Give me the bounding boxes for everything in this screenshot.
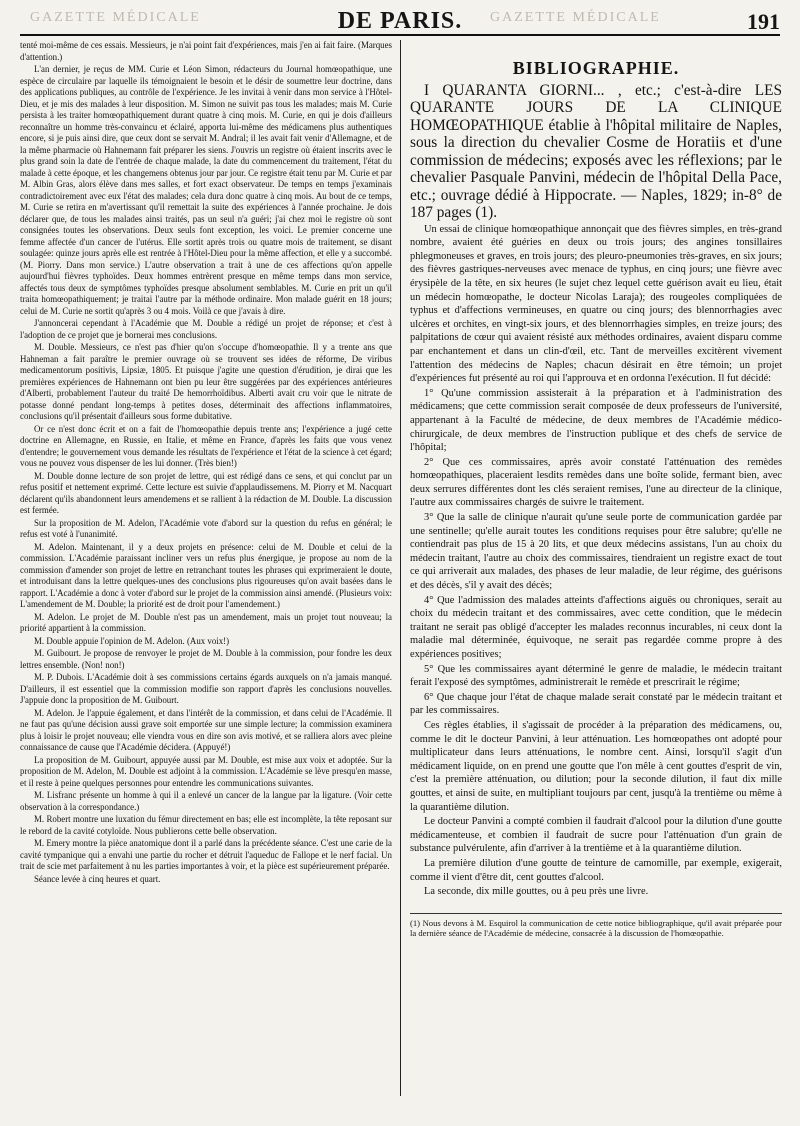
paragraph: 4° Que l'admission des malades atteints d'affections aiguës ou chroniques, serait au choix du médecin traitant et des commissaires, avec cette condition, que le médecin traitant ne serait pas obligé d'accepter les malades reconnus incurables, ni ceux dont la maladie mal déterminée, équivoque, ne serait pas regardée comme propre à des expériences positives; (410, 594, 782, 660)
paragraph: M. P. Dubois. L'Académie doit à ses commissions certains égards auxquels on n'a jamais manqué. D'ailleurs, il est essentiel que la commission modifie son rapport d'après les conclusions nouvelles. J'appuie donc la proposition de M. Guibourt. (20, 672, 392, 705)
paragraph: La première dilution d'une goutte de teinture de camomille, par exemple, exigerait, comme il vient d'être dit, cent gouttes d'alcool. (410, 857, 782, 883)
paragraph: Ces règles établies, il s'agissait de procéder à la préparation des médicamens, ou, comme le dit le docteur Panvini, à leur atténuation. Les homœopathes ont adopté pour multiplicateur dans leurs atténuations, le nombre cent. Ainsi, lorsqu'il s'agit d'un médicament liquide, on en prend une goutte que l'on mêle à cent gouttes d'esprit de vin, c'est la première atténuation, ou dilution; pour la seconde dilution, il faut dix mille gouttes, et ainsi de suite, en multipliant toujours par cent, jusqu'à la trentième ou même à la quarantième dilution. (410, 719, 782, 813)
paragraph: L'an dernier, je reçus de MM. Curie et Léon Simon, rédacteurs du Journal homœopathique, une espèce de circulaire par laquelle ils témoignaient le besoin et le désir de soumettre leur doctrine, dans des applications publiques, au contrôle de l'expérience. Je les invitai à venir dans mon service à l'Hôtel-Dieu, et je mis des malades à leur disposition. M. Simon ne suivit pas tous les malades; mais M. Curie persista à les traiter homœopathiquement durant quatre à cinq mois. M. Curie, en qui je dois d'ailleurs reconnaître un homme très-convaincu et éclairé, apporta lui-même des médicamens plus authentiques encore, si je puis ainsi dire, que ceux dont se servait M. Andral; il les avait fait venir d'Allemagne, et de la même pharmacie où Hahnemann fait préparer les siens. J'ouvris un registre où étaient inscrits avec le plus grand soin la date de l'entrée de chaque malade, la date du commencement du traitement, l'état du malade à cette époque, et les changemens obtenus jour par jour. Ce registre était tenu par M. Curie et par M. Albin Gras, alors élève dans mes salles, et fort exact observateur. De temps en temps j'examinais contradictoirement avec eux l'état des malades; cela dura donc quatre à cinq mois. Au bout de ce temps, M. Curie se retira en m'avertissant qu'il remettait la suite des expériences à l'année prochaine. Je dois déclarer que, de tous les malades ainsi traités, pas un seul n'a guéri; j'ai chez moi le registre où sont consignées toutes les observations. Deux seuls font exception, les voici. Le premier concerne une femme affectée d'un cancer de l'utérus. Elle sortit après trois ou quatre mois de traitement, se disant soulagée: quinze jours après elle est rentrée à l'Hôtel-Dieu pour la même affection, et elle y a succombé. (M. Piorry. Dans mon service.) L'autre observation a trait à une de ces affections qu'on appelle aujourd'hui fièvres typhoïdes. Deux hommes entrèrent presque en même temps dans mon service, affectés tous deux de symptômes typhoïdes presque absolument semblables. M. Curie en prit un qu'il traita homœopathiquement; je traitai l'autre par la méthode ordinaire. Mon malade guérit en 18 jours; celui de M. Curie ne sortit qu'après 3 ou 4 mois. Voilà ce que j'avais à dire. (20, 64, 392, 316)
paragraph: 3° Que la salle de clinique n'aurait qu'une seule porte de communication gardée par une sentinelle; qu'elle aurait toutes les conditions requises pour être salubre; qu'elle ne contiendrait pas plus de 15 à 20 lits, et que deux médecins assistans, l'un au choix du médecin traitant, l'autre au choix des commissaires, tiendraient un registre exact de tout ce qui arriverait aux malades, des phases de leur maladie, de leur régime, des guérisons et des décès, s'il y avait des décès; (410, 512, 782, 592)
left-column (20, 40, 392, 1120)
paragraph: M. Double donne lecture de son projet de lettre, qui est rédigé dans ce sens, et qui conclut par un refus positif et nettement exprimé. Cette lecture est suivie d'applaudissemens. M. Piorry et M. Nacquart déclarent qu'ils abandonnent leurs amendemens et se rallient à la rédaction de M. Double. La discussion est fermée. (20, 470, 392, 515)
paragraph: Un essai de clinique homœopathique annonçait que des fièvres simples, en très-grand nombre, avaient été guéries en deux ou trois jours; des angines tonsillaires phlegmoneuses et graves, en trois jours; des pleuro-pneumonies très-graves, en six jours; des fièvres gastriques-nerveuses avec menace de typhus, en cinq jours; une fièvre avec érysipèle de la tête, en six heures (le sujet chez lequel cette guérison avait eu lieu, était un médecin homœopathe, le docteur Nicolas Laraja); des rougeoles compliquées de typhus et d'affections vermineuses, en quatre ou cinq jours; des blennorrhagies avec ulcères et orchites, en vingt-six jours, et des blennorrhagies simples, en treize jours; des palpitations de cœur qui avaient résisté aux méthodes ordinaires, avaient disparu comme par enchantement et dans un clin-d'œil, etc. Tant de merveilles excitèrent vivement l'attention des médecins de Naples; chacun désirait en être témoin; un projet d'expériences fut présenté au roi qui l'approuva et en ordonna l'exécution. Il fut décidé: (410, 223, 782, 385)
paragraph: M. Robert montre une luxation du fémur directement en bas; elle est incomplète, la tête reposant sur le rebord de la cavité cotyloïde. Nous publierons cette belle observation. (20, 814, 392, 836)
page-number: 191 (747, 9, 780, 34)
paragraph: M. Adelon. Maintenant, il y a deux projets en présence: celui de M. Double et celui de la commission. L'Académie paraissant incliner vers un refus plus énergique, je propose au nom de la commission d'amender son projet de lettre en retranchant toutes les phrases qui exprimeraient le doute, et introduisant dans la lettre quelques-unes des conclusions plus rigoureuses qu'on avait basées dans le rapport. L'Académie a donc à voter d'abord sur le projet de la commission ainsi amendé. (Plusieurs voix: L'amendement de M. Double; la priorité est de droit pour l'amendement.) (20, 541, 392, 609)
column-rule (400, 40, 401, 1096)
paragraph: 5° Que les commissaires ayant déterminé le genre de maladie, le médecin traitant ferait l'exposé des symptômes, administrerait le remède et prescrirait le régime; (410, 663, 782, 689)
footnote: (1) Nous devons à M. Esquirol la communication de cette notice bibliographique, qu'il avait préparée pour la dernière séance de l'Académie de médecine, consacrée à la discussion de l'homœopathie. (410, 913, 782, 939)
paragraph: M. Emery montre la pièce anatomique dont il a parlé dans la précédente séance. C'est une carie de la cavité tympanique qui a envahi une partie du rocher et détruit l'aqueduc de Fallope et le nerf facial. Un trait de scie met parfaitement à nu les parties importantes à voir, et la pièce est supérieurement préparée. (20, 838, 392, 871)
paragraph: 2° Que ces commissaires, après avoir constaté l'atténuation des remèdes homœopathiques, placeraient lesdits remèdes dans une boîte solide, fermant bien, avec deux serrures différentes dont les clés seraient remises, l'une au directeur de la clinique, l'autre aux commissaires chargés de suivre le traitement. (410, 456, 782, 509)
paragraph: M. Double. Messieurs, ce n'est pas d'hier qu'on s'occupe d'homœopathie. Il y a trente ans que Hahneman a fait paraître le premier ouvrage où se trouvent ses idées de réforme, De viribus medicamentorum positivis, Lipsiæ, 1805. Et puisque j'agite une question d'érudition, je dirai que les premières expériences de Hahnemann ont bien pu leur être suggérées par des expériences antérieures d'Alberti, probablement l'auteur du traité De hemorrhoïdibus. Alberti avait cru voir que le nitrate de potasse donné pendant long-temps à petites doses, déterminait des affections inflammatoires, conclusions qu'il présentait d'ailleurs sous forme dubitative. (20, 342, 392, 421)
section-heading: BIBLIOGRAPHIE. (512, 58, 680, 78)
paragraph: M. Double appuie l'opinion de M. Adelon. (Aux voix!) (34, 635, 230, 646)
paragraph: La proposition de M. Guibourt, appuyée aussi par M. Double, est mise aux voix et adoptée. Sur la proposition de M. Adelon, M. Double est adjoint à la commission. L'Académie se lève presqu'en masse, et il reste à peine quelques personnes pour entendre les communications suivantes. (20, 754, 392, 788)
paragraph: 6° Que chaque jour l'état de chaque malade serait constaté par le médecin traitant et par les commissaires. (410, 691, 782, 717)
show-through-text: GAZETTE MÉDICALE (490, 10, 661, 25)
paragraph: Sur la proposition de M. Adelon, l'Académie vote d'abord sur la question du refus en général; le refus est voté à l'unanimité. (20, 517, 392, 539)
paragraph: Le docteur Panvini a compté combien il faudrait d'alcool pour la dilution d'une goutte médicamenteuse, et combien il faudrait de sucre pour l'atténuation d'un grain de substance pulvérulente, afin d'arriver à la trentième et à la quarantième dilution. (410, 816, 782, 855)
paragraph: M. Lisfranc présente un homme à qui il a enlevé un cancer de la langue par la ligature. (Voir cette observation à la correspondance.) (20, 790, 392, 812)
show-through-text: GAZETTE MÉDICALE (30, 10, 201, 25)
paragraph: Séance levée à cinq heures et quart. (34, 873, 161, 884)
paragraph: M. Guibourt. Je propose de renvoyer le projet de M. Double à la commission, pour fondre les deux lettres ensemble. (Non! non!) (20, 648, 392, 670)
paragraph: 1° Qu'une commission assisterait à la préparation et à l'administration des médicamens; que cette commission serait composée de deux professeurs de l'université, appartenant à la Faculté de médecine, de deux membres de l'Académie médico-chirurgicale, de deux membres de l'instruction publique et des chefs de service de l'hôpital; (410, 387, 782, 454)
paragraph: tenté moi-même de ces essais. Messieurs, je n'ai point fait d'expériences, mais j'en ai fait faire. (Marques d'attention.) (20, 40, 392, 62)
paragraph: M. Adelon. Je l'appuie également, et dans l'intérêt de la commission, et dans celui de l'Académie. Il ne faut pas qu'une décision aussi grave soit emportée sur une simple lecture; la commission examinera plus à loisir le projet nouveau; elle viendra vous en dire son avis motivé, et se ralliera alors avec pleine connaissance de cause que l'Académie décidera. (Appuyé!) (20, 707, 392, 752)
right-column (410, 40, 782, 1120)
paragraph: Or ce n'est donc écrit et on a fait de l'homœopathie depuis trente ans; l'expérience a jugé cette doctrine en Allemagne, en Russie, en Italie, et même en France, d'après les faits que vous venez d'entendre; le gouvernement vous demande les résultats de l'expérience et l'état de la science à cet égard; vous ne pouvez vous dispenser de les lui donner. (Très bien!) (20, 423, 392, 468)
paragraph: J'annoncerai cependant à l'Académie que M. Double a rédigé un projet de réponse; et c'est à l'adoption de ce projet que je bornerai mes conclusions. (20, 318, 392, 340)
paragraph: M. Adelon. Le projet de M. Double n'est pas un amendement, mais un projet tout nouveau; la priorité appartient à la commission. (20, 611, 392, 633)
bibliographic-entry: I QUARANTA GIORNI... , etc.; c'est-à-dire LES QUARANTE JOURS DE LA CLINIQUE HOMŒOPATHIQUE établie à l'hôpital militaire de Naples, sous la direction du chevalier Cosme de Horatiis et d'une commission de médecins; exposés avec les réflexions; par le chevalier Pasquale Panvini, médecin de l'hôpital Della Pace, etc.; ouvrage dédié à Hippocrate. — Naples, 1829; in-8° de 187 pages (1). (410, 81, 782, 222)
paragraph: La seconde, dix mille gouttes, ou à peu près une livre. (424, 886, 649, 898)
page-header (20, 8, 780, 36)
journal-title: DE PARIS. (337, 8, 463, 34)
